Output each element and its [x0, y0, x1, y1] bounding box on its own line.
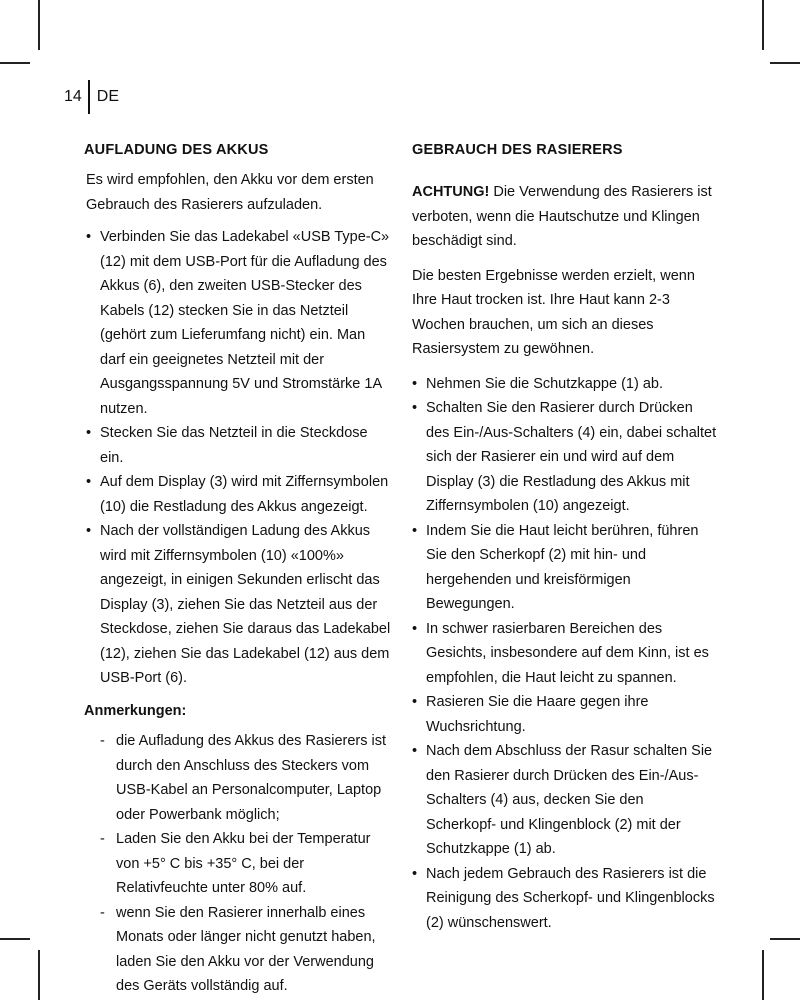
warning-text: Die Verwendung des Rasierers ist verboten, wenn die Hautschutze und Klingen beschädigt sind.	[412, 184, 712, 249]
bullet-glyph: •	[412, 400, 418, 416]
usage-heading: GEBRAUCH DES RASIERERS	[412, 142, 623, 158]
dash-glyph: -	[100, 904, 105, 921]
language-code: DE	[96, 88, 120, 105]
bullet-glyph: •	[86, 474, 92, 490]
list-item-text: Schalten Sie den Rasierer durch Drücken des Ein-/Aus-Schalters (4) ein, dabei schaltet sich der Rasierer ein und wird auf dem Display (3) die Restladung des Akkus mit Ziffernsymbolen (10) angezeigt.	[426, 400, 717, 514]
list-item	[86, 225, 391, 421]
dash-glyph: -	[100, 733, 105, 749]
list-item-text: Indem Sie die Haut leicht berühren, führen Sie den Scherkopf (2) mit hin- und hergehenden und kreisförmigen Bewegungen.	[426, 522, 699, 612]
bullet-glyph: •	[412, 865, 418, 882]
right-column	[412, 142, 717, 935]
bullet-glyph: •	[412, 375, 418, 392]
crop-mark-left-upper	[0, 62, 30, 64]
list-item-text: Rasieren Sie die Haare gegen ihre Wuchsrichtung.	[426, 694, 649, 735]
bullet-glyph: •	[412, 620, 418, 637]
list-item	[86, 827, 391, 901]
left-column	[86, 142, 391, 999]
list-item-text: Nehmen Sie die Schutzkappe (1) ab.	[426, 375, 663, 392]
page-header	[64, 80, 119, 114]
charging-intro: Es wird empfohlen, den Akku vor dem ersten Gebrauch des Rasierers aufzuladen.	[86, 172, 374, 213]
list-item	[412, 862, 717, 936]
crop-mark-right-upper	[770, 62, 800, 64]
crop-mark-left-lower	[0, 938, 30, 940]
list-item	[86, 729, 391, 827]
bullet-glyph: •	[86, 523, 92, 539]
list-item-text: In schwer rasierbaren Bereichen des Gesichts, insbesondere auf dem Kinn, ist es empfohlen, die Haut leicht zu spannen.	[426, 620, 709, 686]
list-item-text: die Aufladung des Akkus des Rasierers ist durch den Anschluss des Steckers vom USB-Kabel an Personalcomputer, Laptop oder Powerbank möglich;	[116, 733, 387, 823]
list-item	[86, 421, 391, 470]
warning-paragraph	[412, 180, 717, 254]
list-item-text: Nach jedem Gebrauch des Rasierers ist die Reinigung des Scherkopf- und Klingenblocks (2) wünschenswert.	[426, 865, 715, 931]
list-item	[86, 519, 391, 691]
list-item-text: Laden Sie den Akku bei der Temperatur von +5° C bis +35° C, bei der Relativfeuchte unter 80% auf.	[116, 831, 371, 896]
list-item-text: Nach dem Abschluss der Rasur schalten Sie den Rasierer durch Drücken des Ein-/Aus-Schalters (4) aus, decken Sie den Scherkopf- und Klingenblock (2) mit der Schutzkappe (1) ab.	[426, 743, 713, 857]
crop-mark-bottom-right	[762, 950, 764, 1000]
usage-intro: Die besten Ergebnisse werden erzielt, wenn Ihre Haut trocken ist. Ihre Haut kann 2-3 Wochen brauchen, um sich an dieses Rasiersystem zu gewöhnen.	[412, 267, 695, 357]
bullet-glyph: •	[412, 522, 418, 539]
crop-mark-right-lower	[770, 938, 800, 940]
header-divider	[88, 80, 90, 114]
list-item-text: Verbinden Sie das Ladekabel «USB Type-C» (12) mit dem USB-Port für die Aufladung des Akkus (6), den zweiten USB-Stecker des Kabels (12) stecken Sie in das Netzteil (gehört zum Lieferumfang nicht) ein. Man darf ein geeignetes Netzteil mit der Ausgangsspannung 5V und Stromstärke 1A nutzen.	[100, 229, 390, 417]
list-item	[412, 690, 717, 739]
crop-mark-bottom-left	[38, 950, 40, 1000]
list-item-text: Stecken Sie das Netzteil in die Steckdose ein.	[100, 425, 368, 466]
bullet-glyph: •	[412, 743, 418, 759]
usage-steps	[412, 372, 717, 936]
bullet-glyph: •	[86, 425, 92, 441]
crop-mark-top-left	[38, 0, 40, 50]
notes-list	[86, 729, 391, 999]
list-item-text: Auf dem Display (3) wird mit Ziffernsymbolen (10) die Restladung des Akkus angezeigt.	[100, 474, 389, 515]
list-item	[86, 901, 391, 999]
list-item	[412, 617, 717, 691]
list-item-text: wenn Sie den Rasierer innerhalb eines Monats oder länger nicht genutzt haben, laden Sie den Akku vor der Verwendung des Geräts vollständig auf.	[116, 904, 376, 994]
list-item	[412, 396, 717, 519]
list-item	[412, 739, 717, 862]
list-item	[412, 519, 717, 617]
list-item	[86, 470, 391, 519]
crop-mark-top-right	[762, 0, 764, 50]
list-item-text: Nach der vollständigen Ladung des Akkus wird mit Ziffernsymbolen (10) «100%» angezeigt, in einigen Sekunden erlischt das Display (3), ziehen Sie das Netzteil aus der Steckdose, ziehen Sie daraus das Ladekabel (12), ziehen Sie das Ladekabel (12) aus dem USB-Port (6).	[100, 523, 391, 686]
charging-heading: AUFLADUNG DES AKKUS	[84, 142, 269, 158]
page-number: 14	[64, 88, 82, 105]
notes-title: Anmerkungen:	[84, 702, 187, 719]
bullet-glyph: •	[86, 229, 92, 245]
charging-steps	[86, 225, 391, 691]
warning-label: ACHTUNG!	[412, 184, 490, 200]
dash-glyph: -	[100, 831, 105, 847]
bullet-glyph: •	[412, 694, 418, 710]
list-item	[412, 372, 717, 397]
